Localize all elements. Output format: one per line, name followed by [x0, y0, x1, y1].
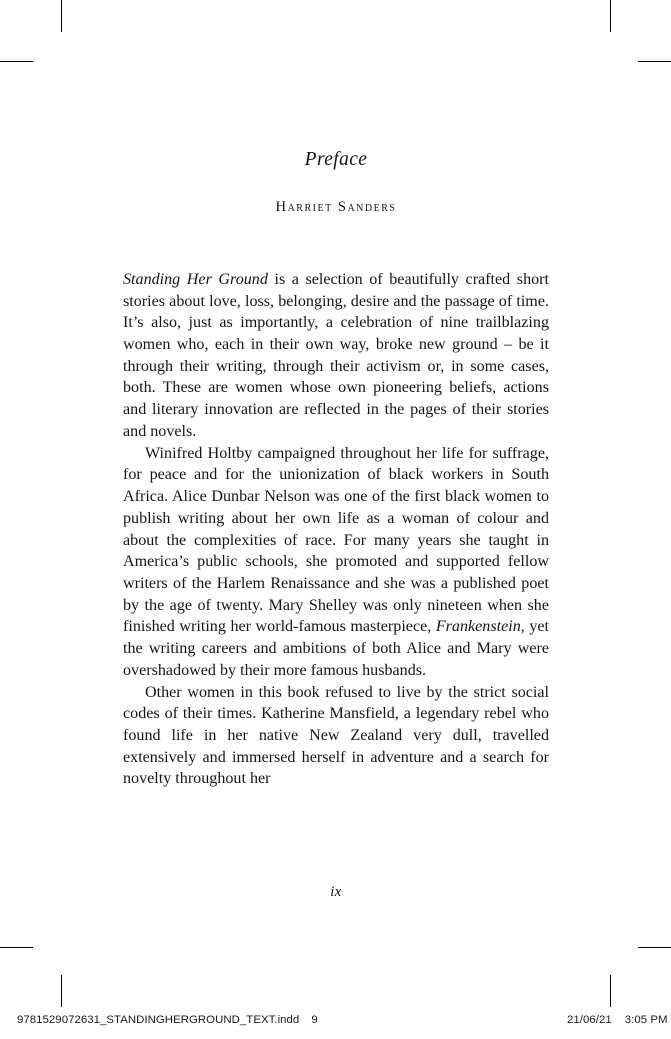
paragraph: Other women in this book refused to live by the strict social codes of their times. Katherine Mansfield, a legendary rebel who found life in her native New Zealand very dull, travelled extensively and immersed herself in adventure and a search for novelty throughout her	[123, 683, 549, 788]
author-byline: Harriet Sanders	[275, 199, 397, 216]
page-title: Preface	[304, 149, 368, 170]
crop-mark-bottom-left-horizontal	[0, 947, 33, 948]
crop-mark-top-left-horizontal	[0, 61, 33, 62]
slug-right	[567, 1014, 668, 1026]
crop-mark-top-right-vertical	[610, 0, 611, 32]
paragraph: Standing Her Ground is a selection of beautifully crafted short stories about love, loss, belonging, desire and the passage of time. It’s also, just as importantly, a celebration of nine trailblazing women who, each in their own way, broke new ground – be it through their writing, through their activism or, in some cases, both. These are women whose own pioneering beliefs, actions and literary innovation are reflected in the pages of their stories and novels.	[123, 270, 549, 440]
page-folio: ix	[330, 884, 342, 900]
slug-page-number: 9	[311, 1014, 318, 1026]
crop-mark-top-left-vertical	[61, 0, 62, 32]
italic-title: Frankenstein	[435, 618, 521, 636]
slug-time: 3:05 PM	[624, 1014, 668, 1026]
crop-mark-top-right-horizontal	[638, 61, 671, 62]
slug-filename: 9781529072631_STANDINGHERGROUND_TEXT.indd	[17, 1014, 300, 1026]
crop-mark-bottom-right-vertical	[610, 975, 611, 1007]
body-copy	[123, 217, 549, 790]
italic-title: Standing Her Ground	[123, 270, 268, 288]
page-text-block	[123, 148, 549, 790]
slug-date: 21/06/21	[567, 1014, 612, 1026]
paragraph: Winifred Holtby campaigned throughout her life for suffrage, for peace and for the unionization of black workers in South Africa. Alice Dunbar Nelson was one of the first black women to publish writing about her own life as a woman of colour and about the complexities of race. For many years she taught in America’s public schools, she promoted and supported fellow writers of the Harlem Renaissance and she was a published poet by the age of twenty. Mary Shelley was only nineteen when she finished writing her world-famous masterpiece, Frankenstein, yet the writing careers and ambitions of both Alice and Mary were overshadowed by their more famous husbands.	[123, 444, 549, 679]
crop-mark-bottom-right-horizontal	[638, 947, 671, 948]
crop-mark-bottom-left-vertical	[61, 975, 62, 1007]
slug-left	[17, 1014, 318, 1026]
